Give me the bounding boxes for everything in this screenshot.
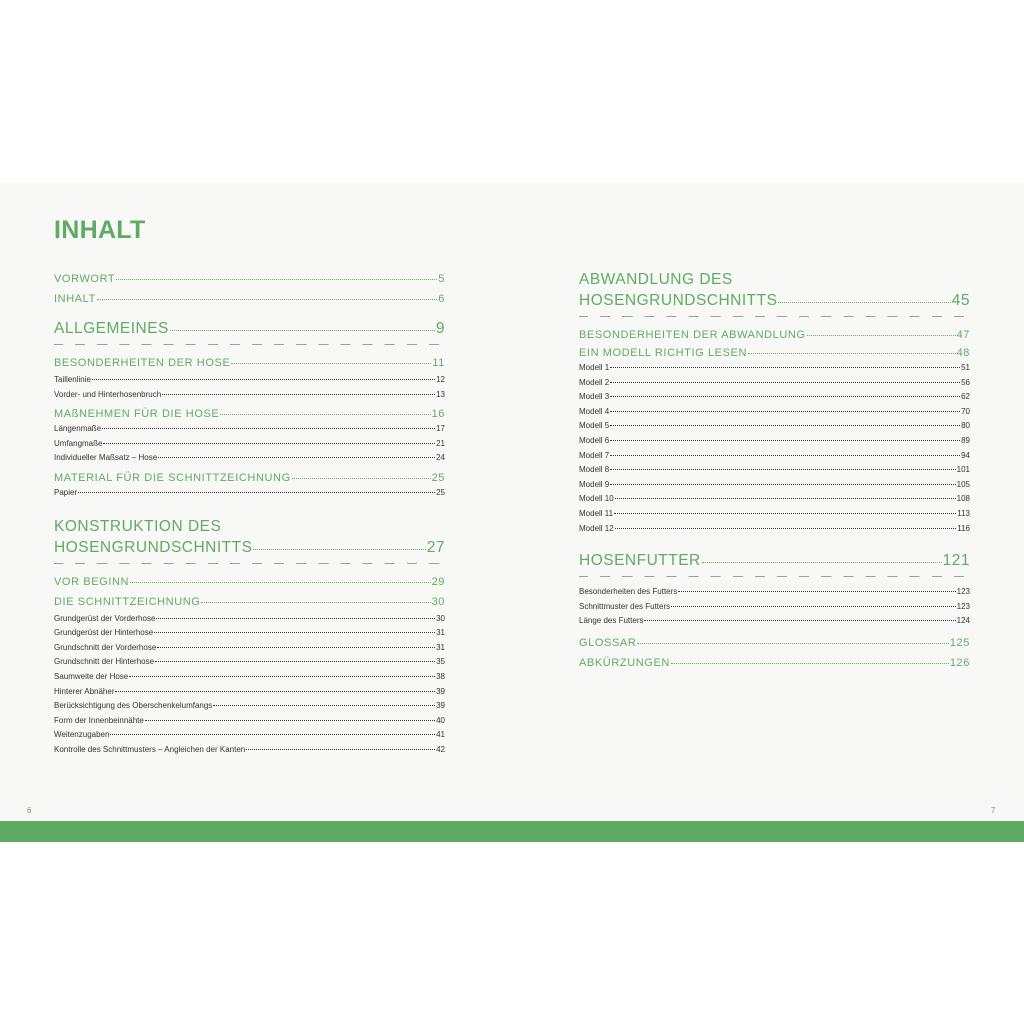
toc-entry-vorwort[interactable]: VORWORT 5 — [54, 273, 445, 285]
toc-left-column — [54, 269, 445, 758]
toc-item[interactable]: Modell 6 89 — [579, 435, 970, 445]
toc-chapter-hosenfutter[interactable]: HOSENFUTTER 121 — [579, 552, 970, 570]
toc-item[interactable]: Berücksichtigung des Oberschenkelumfangs 39 — [54, 701, 445, 711]
toc-item[interactable]: Grundgerüst der Vorderhose 30 — [54, 613, 445, 623]
chapter-divider — [54, 344, 445, 353]
toc-section-schnittzeichnung[interactable]: DIE SCHNITTZEICHNUNG 30 — [54, 595, 445, 608]
footer-bar — [0, 821, 1024, 842]
toc-item[interactable]: Modell 10 108 — [579, 494, 970, 504]
toc-item[interactable]: Modell 3 62 — [579, 392, 970, 402]
toc-section-glossar[interactable]: GLOSSAR 125 — [579, 636, 970, 649]
toc-item[interactable]: Modell 2 56 — [579, 377, 970, 387]
toc-item[interactable]: Modell 5 80 — [579, 421, 970, 431]
toc-item[interactable]: Schnittmuster des Futters 123 — [579, 601, 970, 611]
toc-section-abkuerzungen[interactable]: ABKÜRZUNGEN 126 — [579, 656, 970, 669]
toc-item[interactable]: Längenmaße 17 — [54, 424, 445, 434]
toc-item[interactable]: Saumweite der Hose 38 — [54, 671, 445, 681]
chapter-divider — [579, 316, 970, 325]
toc-item[interactable]: Grundgerüst der Hinterhose 31 — [54, 628, 445, 638]
toc-item[interactable]: Papier 25 — [54, 487, 445, 497]
toc-item[interactable]: Modell 9 105 — [579, 479, 970, 489]
toc-item[interactable]: Modell 4 70 — [579, 406, 970, 416]
chapter-divider — [54, 563, 445, 572]
toc-item[interactable]: Form der Innenbeinnähte 40 — [54, 715, 445, 725]
toc-item[interactable]: Taillenlinie 12 — [54, 375, 445, 384]
toc-section-besonderheiten-hose[interactable]: BESONDERHEITEN DER HOSE 11 — [54, 357, 445, 369]
toc-item[interactable]: Hinterer Abnäher 39 — [54, 686, 445, 696]
chapter-divider — [579, 576, 970, 585]
toc-section-modell-lesen[interactable]: EIN MODELL RICHTIG LESEN 48 — [579, 347, 970, 359]
toc-chapter-konstruktion[interactable]: KONSTRUKTION DES HOSENGRUNDSCHNITTS 27 — [54, 517, 445, 556]
toc-item[interactable]: Umfangmaße 21 — [54, 438, 445, 448]
toc-item[interactable]: Grundschnitt der Vorderhose 31 — [54, 642, 445, 652]
toc-item[interactable]: Modell 7 94 — [579, 450, 970, 460]
toc-entry-inhalt[interactable]: INHALT 6 — [54, 293, 445, 305]
page-number-right: 7 — [991, 806, 996, 815]
toc-item[interactable]: Weitenzugaben 41 — [54, 730, 445, 740]
toc-item[interactable]: Kontrolle des Schnittmusters – Angleichen der Kanten 42 — [54, 744, 445, 754]
toc-right-column — [579, 270, 970, 673]
page-title: INHALT — [54, 216, 146, 244]
page-number-left: 6 — [27, 806, 32, 815]
toc-item[interactable]: Vorder- und Hinterhosenbruch 13 — [54, 389, 445, 399]
toc-item[interactable]: Modell 8 101 — [579, 465, 970, 475]
toc-section-massnehmen[interactable]: MAßNEHMEN FÜR DIE HOSE 16 — [54, 408, 445, 421]
toc-item[interactable]: Modell 11 113 — [579, 508, 970, 518]
toc-item[interactable]: Länge des Futters 124 — [579, 616, 970, 626]
toc-chapter-abwandlung[interactable]: ABWANDLUNG DES HOSENGRUNDSCHNITTS 45 — [579, 271, 970, 309]
toc-section-vor-beginn[interactable]: VOR BEGINN 29 — [54, 575, 445, 588]
toc-item[interactable]: Modell 12 116 — [579, 523, 970, 533]
toc-section-besonderheiten-abwandlung[interactable]: BESONDERHEITEN DER ABWANDLUNG 47 — [579, 329, 970, 341]
toc-item[interactable]: Modell 1 51 — [579, 363, 970, 372]
toc-item[interactable]: Individueller Maßsatz – Hose 24 — [54, 453, 445, 463]
toc-item[interactable]: Grundschnitt der Hinterhose 35 — [54, 657, 445, 667]
toc-chapter-allgemeines[interactable]: ALLGEMEINES 9 — [54, 320, 445, 337]
toc-section-material[interactable]: MATERIAL FÜR DIE SCHNITTZEICHNUNG 25 — [54, 471, 445, 484]
toc-item[interactable]: Besonderheiten des Futters 123 — [579, 587, 970, 597]
